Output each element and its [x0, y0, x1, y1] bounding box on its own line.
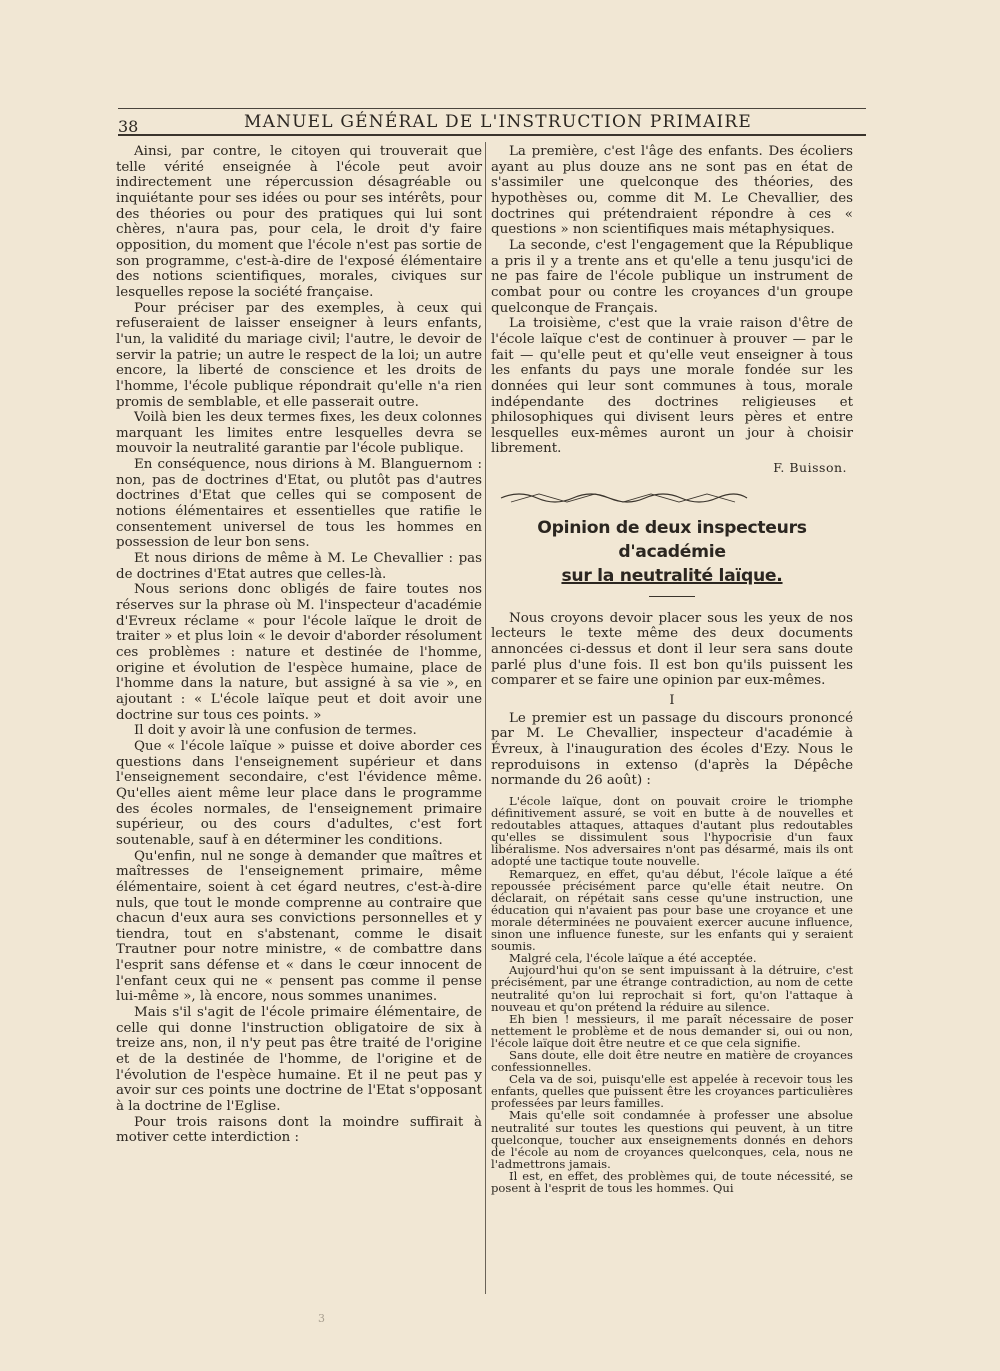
running-title: MANUEL GÉNÉRAL DE L'INSTRUCTION PRIMAIRE: [244, 112, 752, 132]
quote-paragraph: Cela va de soi, puisqu'elle est appelée à recevoir tous les enfants, quelles que puissent être les croyances particulières professées par leurs familles.: [491, 1072, 853, 1111]
header-rule-thin: [118, 108, 866, 109]
paragraph: Que « l'école laïque » puisse et doive aborder ces questions dans l'enseignement supérieur et dans l'enseignement secondaire, c'est l'évidence même. Qu'elles aient même leur place dans le programme des écoles normales, de l'enseignement primaire supérieur, ou des cours d'adultes, c'est fort soutenable, sauf à en déterminer les conditions.: [116, 738, 482, 848]
paragraph: Pour trois raisons dont la moindre suffirait à motiver cette interdiction :: [116, 1114, 482, 1146]
quote-paragraph: Il est, en effet, des problèmes qui, de toute nécessité, se posent à l'esprit de tous les hommes. Qui: [491, 1168, 853, 1195]
paragraph: La troisième, c'est que la vraie raison d'être de l'école laïque c'est de continuer à prouver — par le fait — qu'elle peut et qu'elle veut enseigner à tous les enfants du pays une morale fondée sur les données qui leur sont communes à tous, morale indépendante des doctrines religieuses et philosophiques qui divisent leurs pères et entre lesquelles eux-mêmes auront un jour à choisir librement.: [491, 316, 853, 457]
ornament-divider-icon: [499, 486, 749, 508]
paragraph: Il doit y avoir là une confusion de termes.: [134, 723, 417, 739]
paragraph: La première, c'est l'âge des enfants. Des écoliers ayant au plus douze ans ne sont pas en état de s'assimiler une quelconque des théories, des hypothèses ou, comme dit M. Le Chevallier, des doctrines qui prétendraient répondre à ces « questions » non scientifiques mais métaphysiques.: [491, 144, 853, 238]
quoted-speech: [491, 795, 853, 1194]
header-rule-thick: [118, 134, 866, 136]
right-column: [491, 144, 853, 1194]
paragraph: Voilà bien les deux termes fixes, les deux colonnes marquant les limites entre lesquelles devra se mouvoir la neutralité garantie par l'école publique.: [116, 410, 482, 457]
title-rule: [649, 596, 695, 597]
paragraph: En conséquence, nous dirions à M. Blanguernom : non, pas de doctrines d'Etat, ou plutôt pas d'autres doctrines d'Etat que celles qui se composent de notions élémentaires et essentielles que ratifie le consentement universel de tous les hommes en possession de leur bon sens.: [116, 457, 482, 551]
author-signature: F. Buisson.: [773, 460, 847, 476]
printer-mark: 3: [318, 1312, 325, 1325]
quote-paragraph: Mais qu'elle soit condamnée à professer une absolue neutralité sur toutes les questions qui peuvent, à un titre quelconque, toucher aux enseignements donnés en dehors de l'école au nom de croyances quelconques, cela, nous ne l'admettrons jamais.: [491, 1108, 853, 1171]
paragraph: Pour préciser par des exemples, à ceux qui refuseraient de laisser enseigner à leurs enfants, l'un, la validité du mariage civil; l'autre, le devoir de servir la patrie; un autre le respect de la loi; un autre encore, la liberté de conscience et les droits de l'homme, l'école publique répondrait qu'elle n'a rien promis de semblable, et elle passerait outre.: [116, 300, 482, 410]
paragraph: Nous serions donc obligés de faire toutes nos réserves sur la phrase où M. l'inspecteur d'académie d'Evreux réclame « pour l'école laïque le droit de traiter » et plus loin « le devoir d'aborder résolument ces problèmes : nature et destinée de l'homme, origine et évolution de l'espèce humaine, place de l'homme dans la nature, but assigné à sa vie », en ajoutant : « L'école laïque peut et doit avoir une doctrine sur tous ces points. »: [116, 582, 482, 723]
left-column: [116, 144, 482, 1146]
quote-paragraph: L'école laïque, dont on pouvait croire le triomphe définitivement assuré, se voit en butte à de nouvelles et redoutables attaques, attaques d'autant plus redoutables qu'elles se dissimulent sous l'hypocrisie d'un faux libéralisme. Nos adversaires n'ont pas désarmé, mais ils ont adopté une tactique toute nouvelle.: [491, 794, 853, 869]
quote-paragraph: Remarquez, en effet, qu'au début, l'école laïque a été repoussée précisément parce qu'elle était neutre. On déclarait, on répétait sans cesse qu'une instruction, une éducation qui n'avaient pas pour base une croyance et une morale déterminées ne pouvaient exercer aucune influence, sinon une influence funeste, sur les enfants qui y seraient soumis.: [491, 866, 853, 954]
paragraph: Et nous dirions de même à M. Le Chevallier : pas de doctrines d'Etat autres que celles-là.: [116, 551, 482, 582]
page-number: 38: [118, 117, 139, 136]
section-lead: Le premier est un passage du discours prononcé par M. Le Chevallier, inspecteur d'académie à Évreux, à l'inauguration des écoles d'Ezy. Nous le reproduisons in extenso (d'après la Dépêche normande du 26 août) :: [491, 710, 853, 789]
article-title-line2: sur la neutralité laïque.: [561, 565, 783, 586]
quote-paragraph: Sans doute, elle doit être neutre en matière de croyances confessionnelles.: [491, 1047, 853, 1075]
article-title: [491, 516, 853, 588]
paragraph: Ainsi, par contre, le citoyen qui trouverait que telle vérité enseignée à l'école peut avoir indirectement une répercussion désagréable ou inquiétante pour ses idées ou pour ses intérêts, pour des théories ou pour des pratiques qui lui sont chères, n'aura pas, pour cela, le droit d'y faire opposition, du moment que l'école n'est pas sortie de son programme, c'est-à-dire de l'exposé élémentaire des notions scientifiques, morales, civiques sur lesquelles repose la société française.: [116, 144, 482, 300]
paragraph: Mais s'il s'agit de l'école primaire élémentaire, de celle qui donne l'instruction obligatoire de six à treize ans, non, il n'y peut pas être traité de l'origine et de la destinée de l'homme, de l'origine et de l'évolution de l'espèce humaine. Et il ne peut pas y avoir sur ces points une doctrine de l'Etat s'opposant à la doctrine de l'Eglise.: [116, 1005, 482, 1115]
section-number: I: [669, 693, 675, 709]
quote-paragraph: Malgré cela, l'école laïque a été acceptée.: [509, 951, 757, 966]
paragraph: Qu'enfin, nul ne songe à demander que maîtres et maîtresses de l'enseignement primaire, même élémentaire, soient à cet égard neutres, c'est-à-dire nuls, que tout le monde comprenne au contraire que chacun d'eux aura ses convictions personnelles et y tiendra, tout en s'abstenant, comme le disait Trautner pour notre ministre, « de combattre dans l'esprit sans défense et « dans le cœur innocent de l'enfant ceux qui ne « pensent pas comme il pense lui-même », là encore, nous sommes unanimes.: [116, 848, 482, 1005]
article-intro: Nous croyons devoir placer sous les yeux de nos lecteurs le texte même des deux documents annoncées ci-dessus et dont il leur sera sans doute parlé plus d'une fois. Il est bon qu'ils puissent les comparer et se faire une opinion par eux-mêmes.: [491, 610, 853, 689]
column-divider: [485, 142, 486, 1294]
quote-paragraph: Aujourd'hui qu'on se sent impuissant à la détruire, c'est précisément, par une étrange contradiction, au nom de cette neutralité qu'on lui reprochait si fort, qu'on l'attaque à nouveau et qu'on prétend la réduire au silence.: [491, 963, 853, 1014]
paragraph: La seconde, c'est l'engagement que la République a pris il y a trente ans et qu'elle a tenu jusqu'ici de ne pas faire de l'école publique un instrument de combat pour ou contre les croyances d'un groupe quelconque de Français.: [491, 237, 853, 316]
quote-paragraph: Eh bien ! messieurs, il me paraît nécessaire de poser nettement le problème et de nous demander si, oui ou non, l'école laïque doit être neutre et ce que cela signifie.: [491, 1011, 853, 1050]
article-title-line1: Opinion de deux inspecteurs d'académie: [537, 517, 807, 562]
